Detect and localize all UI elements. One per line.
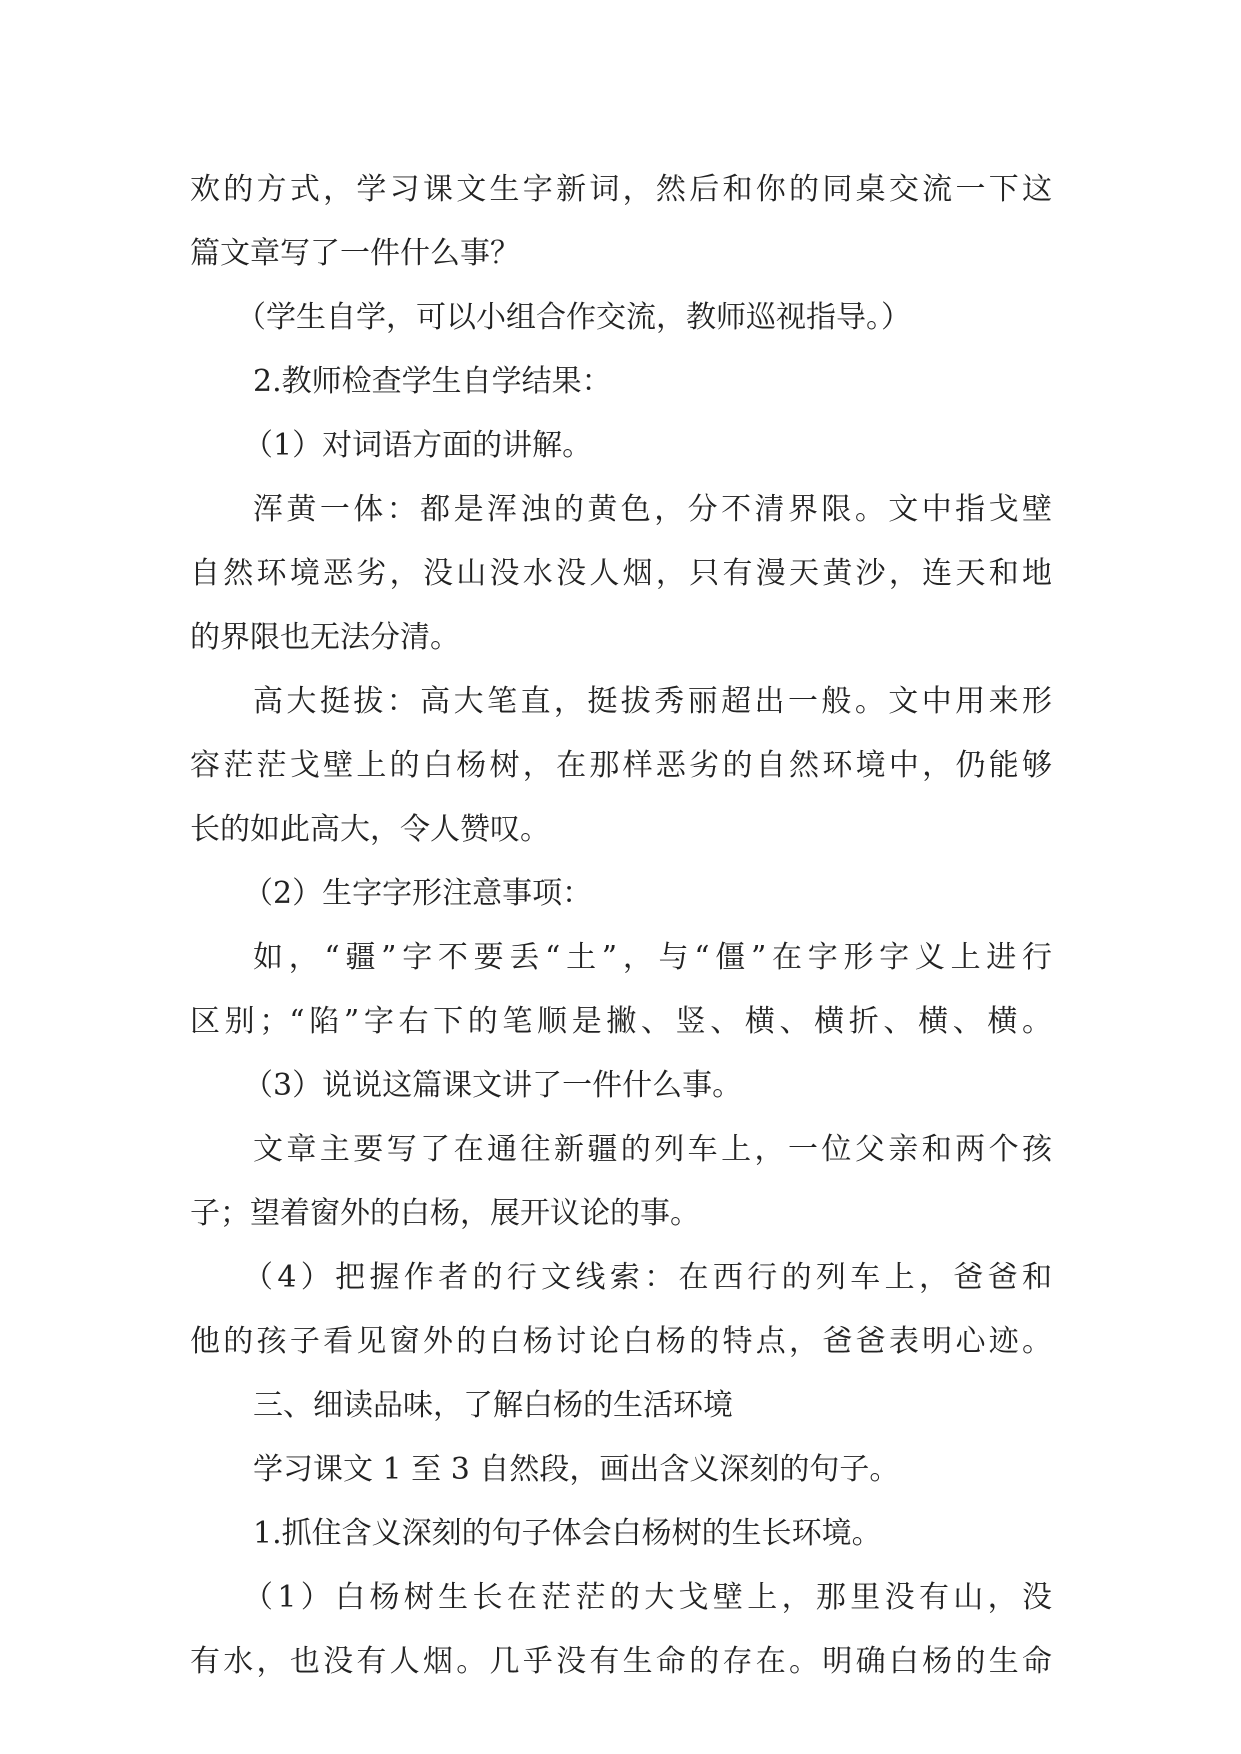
text-line: 2.教师检查学生自学结果： [253, 364, 612, 399]
text-line: 的界限也无法分清。 [190, 620, 460, 655]
text-line: （2）生字字形注意事项： [243, 876, 593, 911]
text-line: 欢的方式，学习课文生字新词，然后和你的同桌交流一下这 [190, 172, 1052, 207]
text-line: 浑黄一体：都是浑浊的黄色，分不清界限。文中指戈壁 [253, 492, 1052, 527]
text-line: 子；望着窗外的白杨，展开议论的事。 [190, 1196, 700, 1231]
text-line: 他的孩子看见窗外的白杨讨论白杨的特点，爸爸表明心迹。 [190, 1324, 1052, 1359]
text-line: （1）白杨树生长在茫茫的大戈壁上，那里没有山，没 [243, 1580, 1052, 1615]
text-line: 如，“疆”字不要丢“土”，与“僵”在字形字义上进行 [253, 940, 1052, 975]
text-line: 容茫茫戈壁上的白杨树，在那样恶劣的自然环境中，仍能够 [190, 748, 1052, 783]
text-line: 自然环境恶劣，没山没水没人烟，只有漫天黄沙，连天和地 [190, 556, 1052, 591]
text-line: 篇文章写了一件什么事？ [190, 236, 520, 271]
text-line: 1.抓住含义深刻的句子体会白杨树的生长环境。 [253, 1516, 882, 1551]
text-line: 区别；“陷”字右下的笔顺是撇、竖、横、横折、横、横。 [190, 1004, 1052, 1039]
text-line: 文章主要写了在通往新疆的列车上，一位父亲和两个孩 [253, 1132, 1052, 1167]
text-line: （4）把握作者的行文线索：在西行的列车上，爸爸和 [243, 1260, 1052, 1295]
text-line: （学生自学，可以小组合作交流，教师巡视指导。） [236, 300, 911, 335]
text-line: 高大挺拔：高大笔直，挺拔秀丽超出一般。文中用来形 [253, 684, 1052, 719]
text-line: 有水，也没有人烟。几乎没有生命的存在。明确白杨的生命 [190, 1644, 1052, 1679]
text-line: 三、细读品味，了解白杨的生活环境 [253, 1388, 733, 1423]
document-body [190, 158, 1052, 1694]
text-line: 学习课文 1 至 3 自然段，画出含义深刻的句子。 [253, 1452, 900, 1487]
text-line: （1）对词语方面的讲解。 [243, 428, 593, 463]
text-line: （3）说说这篇课文讲了一件什么事。 [243, 1068, 743, 1103]
text-line: 长的如此高大，令人赞叹。 [190, 812, 550, 847]
